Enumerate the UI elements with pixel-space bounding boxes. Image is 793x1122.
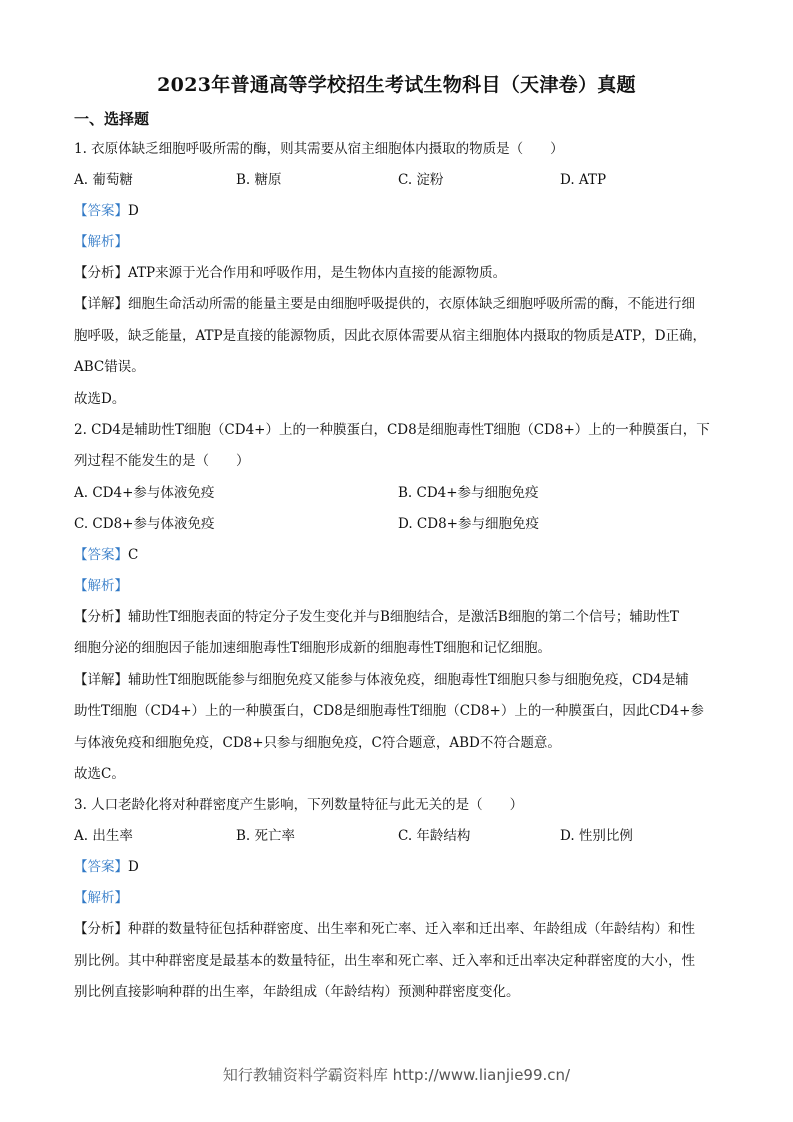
- q2-option-a: A. CD4+参与体液免疫: [74, 484, 215, 501]
- q3-answer-value: D: [128, 859, 139, 875]
- q3-fenxi-line: 别比例。其中种群密度是最基本的数量特征，出生率和死亡率、迁入率和迁出率决定种群密度的大小，性: [74, 952, 695, 969]
- q1-answer: [74, 198, 724, 229]
- q2-xiangjie-line: 与体液免疫和细胞免疫，CD8+只参与细胞免疫，C符合题意，ABD不符合题意。: [74, 734, 561, 751]
- q1-xiangjie-line: [74, 291, 724, 323]
- q1-option-b: B. 糖原: [236, 172, 282, 188]
- analysis-tag: 【解析】: [74, 577, 128, 594]
- q1-xiangjie-line: 胞呼吸，缺乏能量，ATP是直接的能源物质，因此衣原体需要从宿主细胞体内摄取的物质是ATP，D正确，: [74, 327, 707, 344]
- fenxi-tag: 【分析】: [74, 608, 128, 625]
- q2-xiangjie: [74, 667, 724, 762]
- q2-conclusion: 故选C。: [74, 766, 125, 782]
- xiangjie-tag: 【详解】: [74, 296, 128, 312]
- fenxi-tag: 【分析】: [74, 921, 128, 937]
- q1-stem: 1. 衣原体缺乏细胞呼吸所需的酶，则其需要从宿主细胞体内摄取的物质是（ ）: [74, 141, 564, 157]
- q2-xiangjie-text: 辅助性T细胞既能参与细胞免疫又能参与体液免疫，细胞毒性T细胞只参与细胞免疫，CD4是辅: [128, 671, 689, 688]
- q2-xiangjie-line: [74, 667, 724, 699]
- section-heading: 一、选择题: [74, 110, 150, 128]
- q2-stem-line: 列过程不能发生的是（ ）: [74, 453, 250, 469]
- q3-fenxi-text: 种群的数量特征包括种群密度、出生率和死亡率、迁入率和迁出率、年龄组成（年龄结构）和性: [128, 921, 695, 937]
- q1-fenxi: [74, 260, 724, 291]
- q2-fenxi-line: [74, 604, 724, 636]
- q3-fenxi: [74, 916, 724, 1011]
- footer-watermark: 知行教辅资料学霸资料库 http://www.lianjie99.cn/: [222, 1066, 571, 1084]
- q1-xiangjie-line: ABC错误。: [74, 359, 145, 375]
- q2-options-row: [74, 511, 724, 542]
- q3-fenxi-line: 别比例直接影响种群的出生率，年龄组成（年龄结构）预测种群密度变化。: [74, 984, 520, 1000]
- q2-answer-value: C: [128, 546, 139, 563]
- q2-fenxi-line: 细胞分泌的细胞因子能加速细胞毒性T细胞形成新的细胞毒性T细胞和记忆细胞。: [74, 640, 552, 656]
- answer-tag: 【答案】: [74, 546, 128, 563]
- q2-option-b: B. CD4+参与细胞免疫: [398, 484, 539, 501]
- q2-option-d: D. CD8+参与细胞免疫: [398, 515, 539, 532]
- q2-options-row: [74, 480, 724, 511]
- q3-jiexi: [74, 885, 724, 916]
- q2-stem-line: 2. CD4是辅助性T细胞（CD4+）上的一种膜蛋白，CD8是细胞毒性T细胞（CD8+）上的一种膜蛋白，下: [74, 421, 710, 438]
- analysis-tag: 【解析】: [74, 890, 128, 906]
- fenxi-tag: 【分析】: [74, 265, 128, 281]
- q3-option-c: C. 年龄结构: [398, 828, 471, 844]
- page-title: 2023年普通高等学校招生考试生物科目（天津卷）真题: [157, 74, 636, 96]
- q1-jiexi: [74, 229, 724, 260]
- answer-tag: 【答案】: [74, 203, 128, 219]
- q3-option-b: B. 死亡率: [236, 828, 296, 844]
- content: [74, 136, 724, 1011]
- q1-option-c: C. 淀粉: [398, 172, 444, 188]
- q2-fenxi: [74, 604, 724, 667]
- q3-option-d: D. 性别比例: [560, 828, 633, 844]
- q3-fenxi-line: [74, 916, 724, 948]
- xiangjie-tag: 【详解】: [74, 671, 128, 688]
- answer-tag: 【答案】: [74, 859, 128, 875]
- q1-option-a: A. 葡萄糖: [74, 172, 133, 188]
- analysis-tag: 【解析】: [74, 234, 128, 250]
- q1-xiangjie-text: 细胞生命活动所需的能量主要是由细胞呼吸提供的，衣原体缺乏细胞呼吸所需的酶，不能进行细: [128, 296, 695, 312]
- q3-answer: [74, 854, 724, 885]
- q3-options: [74, 823, 724, 854]
- q2-stem: [74, 417, 724, 480]
- q1-options: [74, 167, 724, 198]
- q2-jiexi: [74, 573, 724, 604]
- q3-stem: 3. 人口老龄化将对种群密度产生影响，下列数量特征与此无关的是（ ）: [74, 797, 524, 813]
- q2-option-c: C. CD8+参与体液免疫: [74, 515, 215, 532]
- q3-option-a: A. 出生率: [74, 828, 133, 844]
- q1-fenxi-text: ATP来源于光合作用和呼吸作用，是生物体内直接的能源物质。: [128, 265, 507, 281]
- q1-xiangjie: [74, 291, 724, 386]
- q1-option-d: D. ATP: [560, 172, 607, 188]
- q2-answer: [74, 542, 724, 573]
- q1-conclusion: 故选D。: [74, 390, 126, 407]
- q2-fenxi-text: 辅助性T细胞表面的特定分子发生变化并与B细胞结合，是激活B细胞的第二个信号；辅助性T: [128, 608, 679, 625]
- q2-xiangjie-line: 助性T细胞（CD4+）上的一种膜蛋白，CD8是细胞毒性T细胞（CD8+）上的一种膜蛋白，因此CD4+参: [74, 703, 704, 719]
- q1-answer-value: D: [128, 203, 139, 219]
